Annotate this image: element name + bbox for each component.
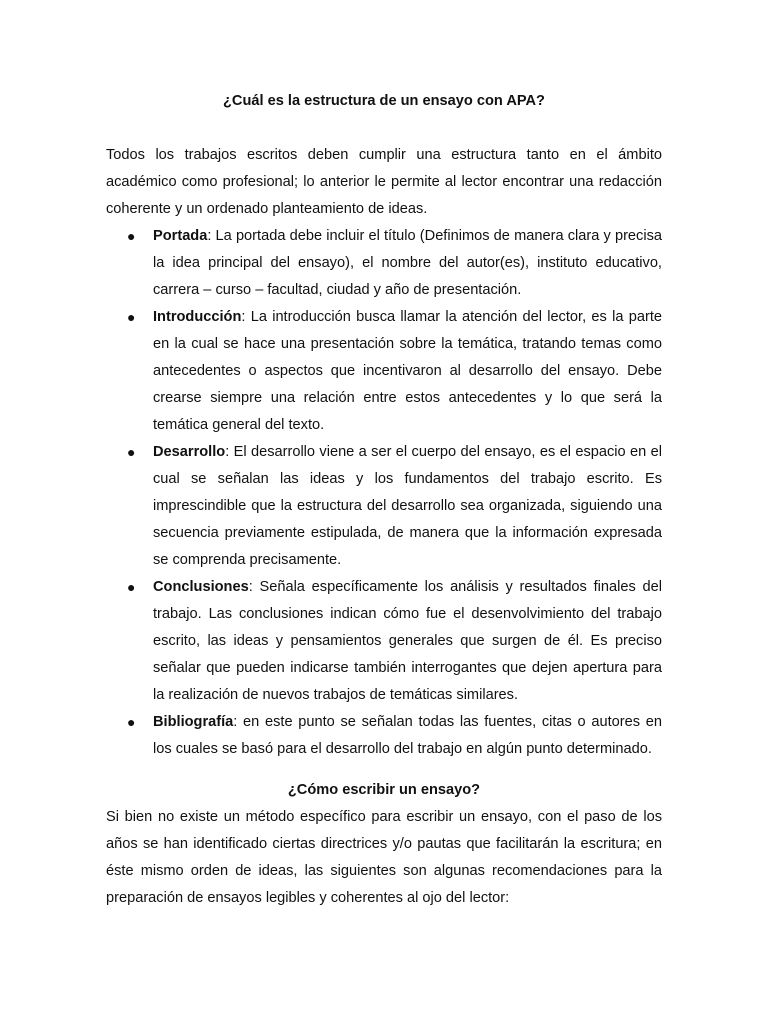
list-item-portada — [106, 223, 662, 304]
list-item-text: : El desarrollo viene a ser el cuerpo del ensayo, es el espacio en el cual se señalan las ideas y los fundamentos del trabajo escrito. Es imprescindible que la estructura del desarrollo sea organizada, siguiendo una secuencia previamente estipulada, de manera que la información expresada se comprenda precisamente. — [153, 444, 662, 568]
list-item-term: Bibliografía — [153, 714, 234, 730]
list-item-text: : La portada debe incluir el título (Definimos de manera clara y precisa la idea principal del ensayo), el nombre del autor(es), instituto educativo, carrera – curso – facultad, ciudad y año de presentación. — [153, 228, 662, 298]
list-item-text: : La introducción busca llamar la atención del lector, es la parte en la cual se hace una presentación sobre la temática, tratando temas como antecedentes o aspectos que incentivaron al desarrollo del ensayo. Debe crearse siempre una relación entre estos antecedentes y lo que será la temática general del texto. — [153, 309, 662, 433]
list-item-conclusiones — [106, 574, 662, 709]
list-item-bibliografia — [106, 709, 662, 763]
list-item-introduccion — [106, 304, 662, 439]
list-item-term: Desarrollo — [153, 444, 226, 460]
list-item-desarrollo — [106, 439, 662, 574]
bullet-icon: ● — [127, 714, 136, 730]
closing-paragraph: Si bien no existe un método específico para escribir un ensayo, con el paso de los años se han identificado ciertas directrices y/o pautas que facilitarán la escritura; en éste mismo orden de ideas, las siguientes son algunas recomendaciones para la preparación de ensayos legibles y coherentes al ojo del lector: — [106, 809, 662, 906]
list-item-text: : Señala específicamente los análisis y resultados finales del trabajo. Las conclusiones indican cómo fue el desenvolvimiento del trabajo escrito, las ideas y pensamientos generales que surgen de él. Es preciso señalar que pueden indicarse también interrogantes que dejen apertura para la realización de nuevos trabajos de temáticas similares. — [153, 579, 662, 703]
list-item-term: Conclusiones — [153, 579, 249, 595]
list-item-text: : en este punto se señalan todas las fuentes, citas o autores en los cuales se basó para el desarrollo del trabajo en algún punto determinado. — [153, 714, 662, 757]
structure-list — [106, 223, 662, 763]
intro-paragraph: Todos los trabajos escritos deben cumplir una estructura tanto en el ámbito académico como profesional; lo anterior le permite al lector encontrar una redacción coherente y un ordenado planteamiento de ideas. — [106, 147, 662, 217]
bullet-icon: ● — [127, 228, 136, 244]
bullet-icon: ● — [127, 444, 136, 460]
list-item-term: Portada — [153, 228, 208, 244]
document-page — [106, 88, 662, 912]
list-item-term: Introducción — [153, 309, 242, 325]
bullet-icon: ● — [127, 579, 136, 595]
document-title: ¿Cuál es la estructura de un ensayo con APA? — [223, 93, 545, 109]
section-subtitle: ¿Cómo escribir un ensayo? — [287, 782, 481, 798]
bullet-icon: ● — [127, 309, 136, 325]
